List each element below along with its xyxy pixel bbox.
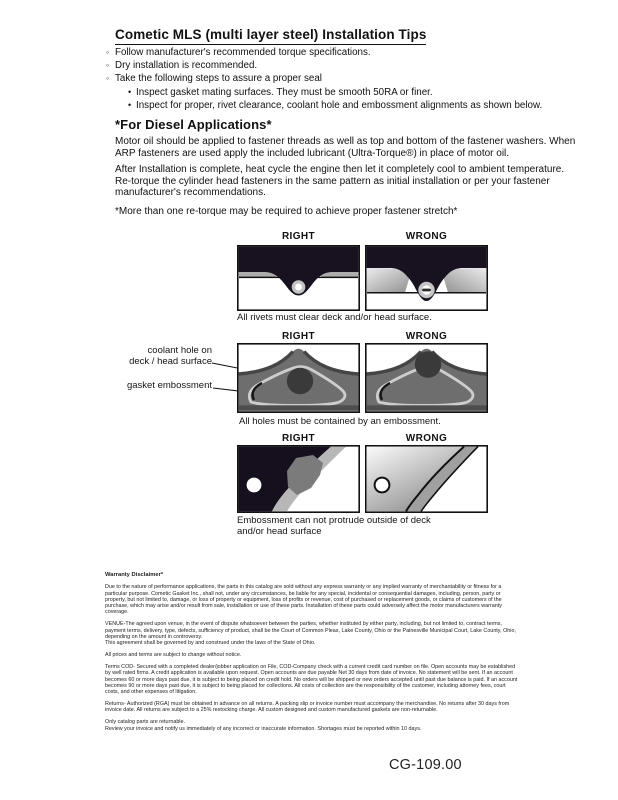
list-item: [106, 86, 606, 99]
diesel-section-heading: *For Diesel Applications*: [115, 117, 272, 132]
fig1-right-illustration: [237, 245, 360, 311]
page-title: Cometic MLS (multi layer steel) Installation Tips: [115, 27, 426, 45]
fig3-right-illustration: [237, 445, 360, 513]
disclaimer-paragraph: Terms COD- Secured with a completed dealer/jobber application on File, COD-Company check with a current credit card number on file. Open accounts may be established by well rated firms. A credit application is available upon request. Open accounts are due payable Net 30 days from date of invoice. No statement will be sent. If an account becomes 60 or more days past due, it is subject to being placed on credit hold. No orders will be shipped or new orders accepted until past due balance is paid. If an account becomes 90 or more days past due, it is subject to being placed for collections. All costs of collection are the responsibility of the customer, including attorney fees, court costs, and other expenses of litigation.: [105, 664, 518, 696]
list-item: [106, 72, 606, 85]
gasket-embossment-callout: gasket embossment: [126, 380, 212, 391]
catalog-page-number: CG-109.00: [389, 757, 462, 773]
fig2-caption: All holes must be contained by an embossment.: [239, 416, 441, 427]
disclaimer-paragraph: All prices and terms are subject to change without notice.: [105, 652, 242, 659]
list-item: [106, 99, 606, 112]
tip-text: Inspect gasket mating surfaces. They must be smooth 50RA or finer.: [136, 86, 433, 98]
dot-bullet-icon: •: [128, 86, 132, 97]
disclaimer-paragraph: Due to the nature of performance applications, the parts in this catalog are sold without any express warranty or any implied warranty of merchantability or fitness for a particular purpose. Cometic Gasket Inc., shall not, under any circumstances, be liable for any special, incidental or consequential damages, including, person, party or property, but not limited to, damage, or loss of property or equipment, loss of profits or revenue, cost of purchased or replacement goods, or claims of customers of the purchase, which may arise and/or result from sale, installation or use of these parts. Installation of these parts could adversely affect the motor manufacturers warranty coverage.: [105, 584, 502, 616]
fig2-wrong-illustration: [365, 343, 488, 413]
tip-text: Follow manufacturer's recommended torque specifications.: [115, 47, 371, 58]
fig1-caption: All rivets must clear deck and/or head surface.: [237, 312, 432, 323]
paragraph: After Installation is complete, heat cycle the engine then let it completely cool to ambient temperature. Re-torque the cylinder head fasteners in the same pattern as initial installation or per your fastener manufacturer's recommendations.: [115, 164, 565, 199]
tip-text: Inspect for proper, rivet clearance, coolant hole and embossment alignments as shown below.: [136, 99, 543, 111]
fig3-caption: Embossment can not protrude outside of deck and/or head surface: [237, 515, 431, 537]
disclaimer-heading: Warranty Disclaimer*: [105, 572, 164, 578]
fig1-right-label: RIGHT: [281, 231, 316, 242]
warranty-disclaimer: [105, 572, 519, 738]
fig2-wrong-label: WRONG: [405, 331, 448, 342]
tip-text: Take the following steps to assure a proper seal: [115, 73, 322, 85]
paragraph: Motor oil should be applied to fastener threads as well as top and bottom of the fastener washers. When ARP fasteners are used apply the included lubricant (Ultra-Torque®) in place of motor oil.: [115, 136, 576, 159]
dot-bullet-icon: •: [128, 99, 132, 110]
circle-bullet-icon: ◦: [106, 60, 110, 71]
circle-bullet-icon: ◦: [106, 73, 110, 84]
fig2-right-label: RIGHT: [281, 331, 316, 342]
retorque-note: *More than one re-torque may be required to achieve proper fastener stretch*: [115, 206, 458, 217]
list-item: [106, 46, 606, 59]
circle-bullet-icon: ◦: [106, 47, 110, 57]
disclaimer-paragraph: VENUE-The agreed upon venue, in the event of dispute whatsoever between the parties, whether instituted by either party, including, but not limited to, contract terms, payment terms, delivery, type, defects, sufficiency of product, shall be the Court of Common Pleas, Lake County, Ohio or the Painesville Municipal Court, Lake County, Ohio, depending on the amount in controversy. This agreement shall be governed by and construed under the laws of the State of Ohio.: [105, 621, 516, 647]
fig2-right-illustration: [237, 343, 360, 413]
coolant-hole-callout: coolant hole on deck / head surface: [129, 345, 212, 367]
list-item: [106, 59, 606, 72]
fig3-wrong-label: WRONG: [405, 433, 448, 444]
disclaimer-paragraph: Returns- Authorized (RGA) must be obtained in advance on all returns. A packing slip or invoice number must accompany the merchandise. No returns after 30 days from invoice date. All returns are subject to a 25% restocking charge. All custom designed and custom manufactured gaskets are non-returnable.: [105, 701, 510, 714]
fig3-right-label: RIGHT: [281, 433, 316, 444]
installation-tips-list: [106, 46, 606, 112]
tip-text: Dry installation is recommended.: [115, 60, 258, 72]
fig1-wrong-illustration: [365, 245, 488, 311]
disclaimer-paragraph: Only catalog parts are returnable. Review your invoice and notify us immediately of any incorrect or inaccurate information. Shortages must be reported within 10 days.: [105, 719, 422, 732]
fig1-wrong-label: WRONG: [405, 231, 448, 242]
fig3-wrong-illustration: [365, 445, 488, 513]
